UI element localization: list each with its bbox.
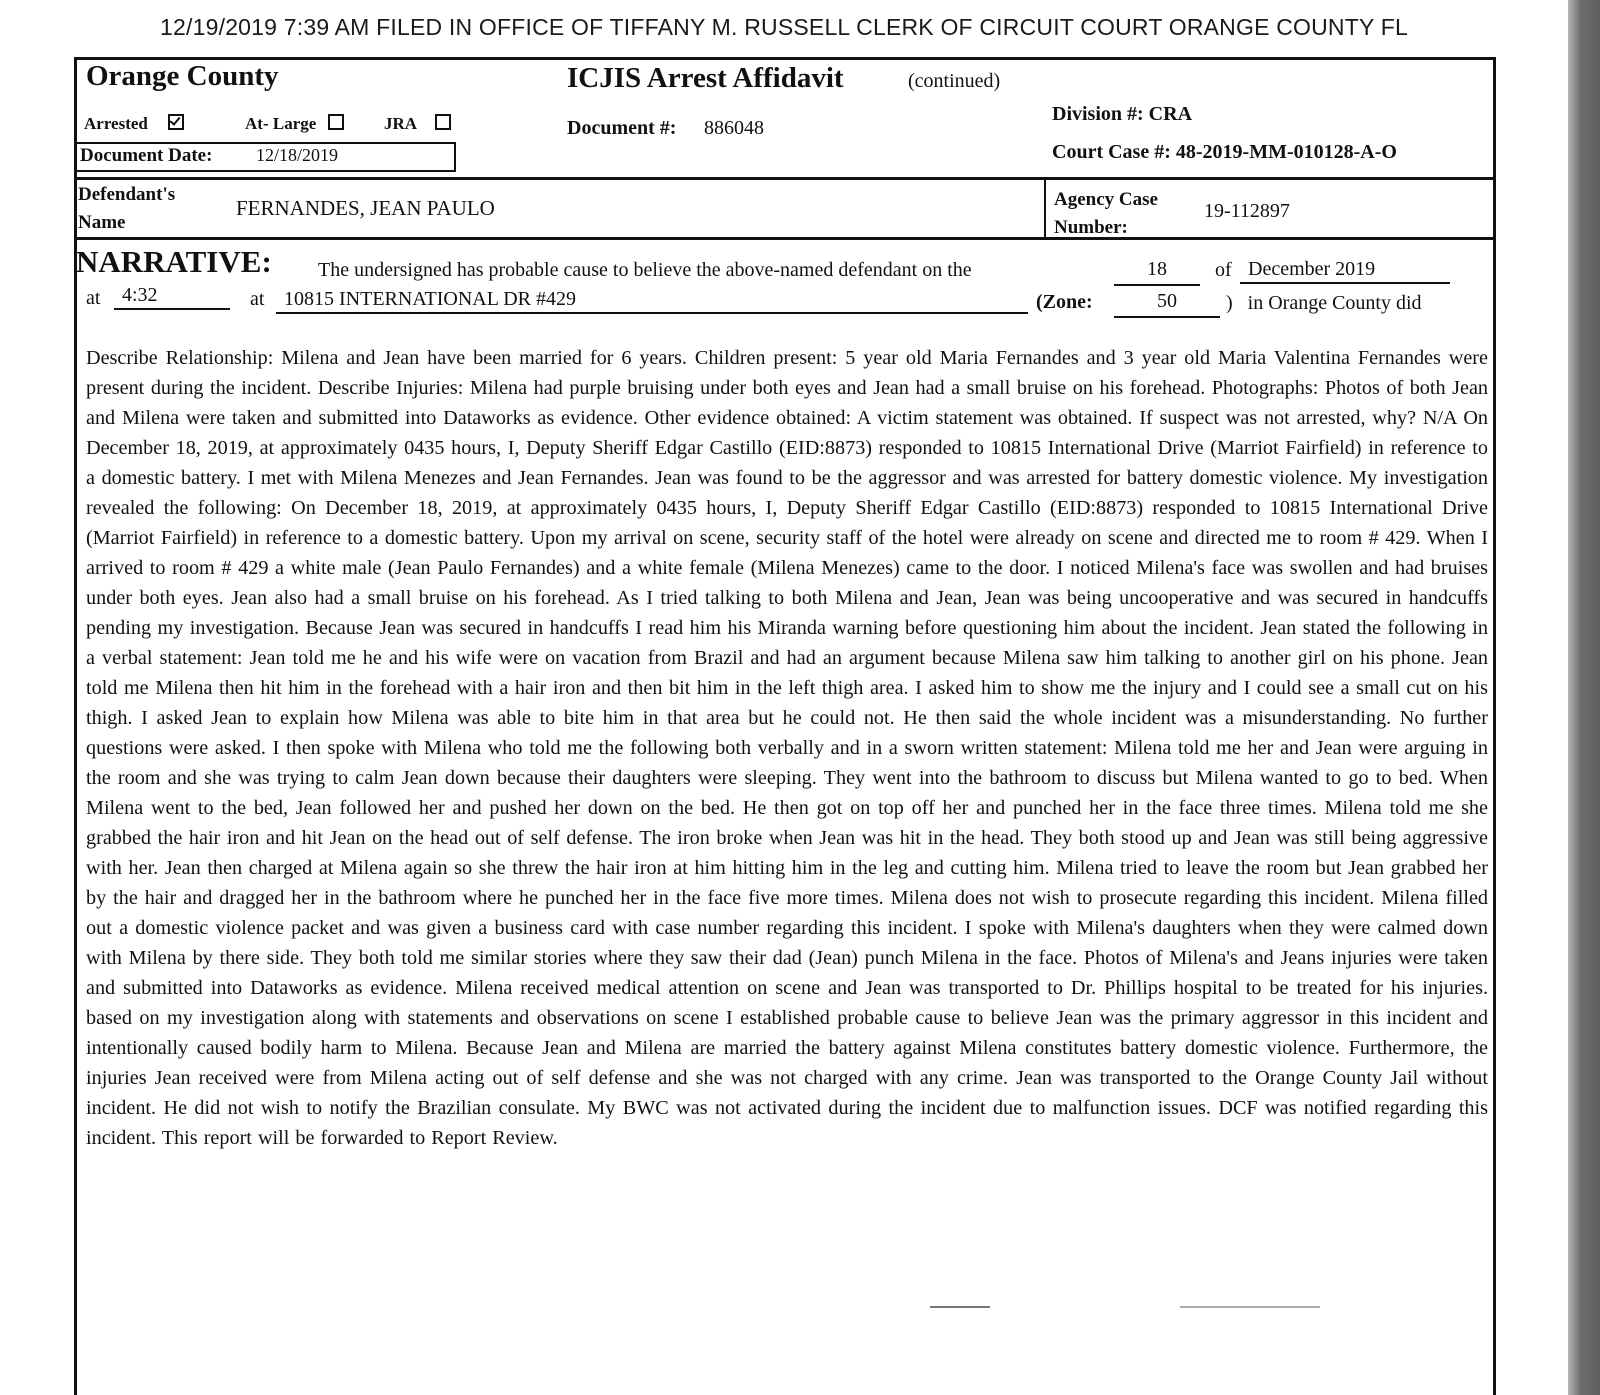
narrative-intro: The undersigned has probable cause to believe the above-named defendant on the (318, 259, 972, 281)
zone-label: (Zone: (1036, 291, 1093, 313)
agency-divider (1044, 180, 1046, 237)
agency-label-line1: Agency Case (1054, 189, 1158, 210)
agency-case-label (1054, 186, 1158, 242)
scan-speck (930, 1306, 990, 1308)
status-jra (384, 114, 451, 134)
narrative-heading: NARRATIVE: (76, 244, 272, 279)
jra-checkbox (435, 114, 451, 130)
narrative-text: Describe Relationship: Milena and Jean have been married for 6 years. Children present: 5 year old Maria Fernandes and 3 year old Maria Valentina Fernandes were present during the incident. Describe Injuries: Milena had purple bruising under both eyes and Jean had a small bruise on his forehead. Photographs: Photos of both Jean and Milena were taken and submitted into Dataworks as evidence. Other evidence obtained: A victim statement was obtained. If suspect was not arrested, why? N/A On December 18, 2019, at approximately 0435 hours, I, Deputy Sheriff Edgar Castillo (EID:8873) responded to 10815 International Drive (Marriot Fairfield) in reference to a domestic battery. I met with Milena Menezes and Jean Fernandes. Jean was found to be the aggressor and was arrested for battery domestic violence. My investigation revealed the following: On December 18, 2019, at approximately 0435 hours, I, Deputy Sheriff Edgar Castillo (EID:8873) responded to 10815 International Drive (Marriot Fairfield) in reference to a domestic battery. Upon my arrival on scene, security staff of the hotel were already on scene and directed me to room # 429. When I arrived to room # 429 a white male (Jean Paulo Fernandes) and a white female (Milena Menezes) came to the door. I noticed Milena's face was swollen and had bruises under both eyes. Jean also had a small bruise on his forehead. As I tried talking to both Milena and Jean, Jean was being uncooperative and was secured in handcuffs pending my investigation. Because Jean was secured in handcuffs I read him his Miranda warning before questioning him about the incident. Jean stated the following in a verbal statement: Jean told me he and his wife were on vacation from Brazil and had an argument because Milena saw him talking to another girl on his phone. Jean told me Milena then hit him in the forehead with a hair iron and then bit him in the left thigh area. I asked him to show me the injury and I could see a small cut on his thigh. I asked Jean to explain how Milena was able to bite him in that area but he could not. He then said the whole incident was a misunderstanding. No further questions were asked. I then spoke with Milena who told me the following both verbally and in a sworn written statement: Milena told me her and Jean were arguing in the room and she was trying to calm Jean down because their daughters were sleeping. They went into the bathroom to discuss but Milena wanted to go to bed. When Milena went to the bed, Jean followed her and pushed her down on the bed. He then got on top off her and punched her in the face three times. Milena told me she grabbed the hair iron and hit Jean on the head out of self defense. The iron broke when Jean was hit in the head. They both stood up and Jean was still being aggressive with her. Jean then charged at Milena again so she threw the hair iron at him hitting him in the leg and cutting him. Milena tried to leave the room but Jean grabbed her by the hair and dragged her in the bathroom where he punched her in the face five more times. Milena does not wish to prosecute regarding this incident. Milena filled out a domestic violence packet and was given a business card with case number regarding this incident. I spoke with Milena's daughters when they were calmed down with Milena by there side. They both told me similar stories where they saw their dad (Jean) punch Milena in the face. Photos of Milena's and Jeans injuries were taken and submitted into Dataworks as evidence. Milena received medical attention on scene and Jean was transported to Dr. Phillips hospital to be treated for his injuries. based on my investigation along with statements and observations on scene I established probable cause to believe Jean was the primary aggressor in this incident and intentionally caused bodily harm to Milena. Because Jean and Milena are married the battery against Milena constitutes battery domestic violence. Furthermore, the injuries Jean received were from Milena acting out of self defense and she was not charged with any crime. Jean was transported to the Orange County Jail without incident. He did not wish to notify the Brazilian consulate. My BWC was not activated during the incident due to malfunction issues. DCF was notified regarding this incident. This report will be forwarded to Report Review. (86, 347, 1488, 1149)
division-number: Division #: CRA (1052, 103, 1193, 125)
court-case-number: Court Case #: 48-2019-MM-010128-A-O (1052, 141, 1397, 163)
status-at-large (245, 114, 344, 134)
document-date: 12/18/2019 (256, 145, 339, 165)
defendant-label-line2: Name (78, 212, 126, 233)
at-label: at (86, 287, 101, 309)
jra-label: JRA (384, 114, 418, 133)
at-large-label: At- Large (245, 114, 317, 133)
page-edge-shadow (1568, 0, 1600, 1395)
defendant-label-line1: Defendant's (78, 184, 176, 205)
agency-case-number: 19-112897 (1204, 200, 1290, 222)
document-number: 886048 (704, 117, 764, 139)
at-label-location: at (250, 288, 265, 310)
status-arrested (84, 114, 184, 134)
incident-month-year: December 2019 (1240, 258, 1450, 284)
affidavit-title: ICJIS Arrest Affidavit (567, 62, 844, 94)
continued-label: (continued) (908, 70, 1001, 92)
incident-time: 4:32 (114, 284, 230, 310)
arrested-checkbox (168, 114, 184, 130)
document-date-label: Document Date: (80, 145, 213, 166)
at-large-checkbox (328, 114, 344, 130)
zone-number: 50 (1114, 290, 1220, 318)
arrested-label: Arrested (84, 114, 148, 133)
defendant-name: FERNANDES, JEAN PAULO (236, 196, 495, 220)
incident-day: 18 (1114, 258, 1200, 286)
scan-speck (1180, 1306, 1320, 1308)
county-did-label: ) in Orange County did (1226, 292, 1422, 314)
document-number-label: Document #: (567, 117, 677, 139)
incident-location: 10815 INTERNATIONAL DR #429 (276, 288, 1028, 314)
filing-stamp: 12/19/2019 7:39 AM FILED IN OFFICE OF TIFFANY M. RUSSELL CLERK OF CIRCUIT COURT ORANGE COUNTY FL (160, 14, 1408, 40)
agency-label-line2: Number: (1054, 217, 1128, 238)
of-label: of (1215, 259, 1232, 281)
defendant-name-label (78, 181, 175, 237)
county-name: Orange County (86, 60, 279, 92)
